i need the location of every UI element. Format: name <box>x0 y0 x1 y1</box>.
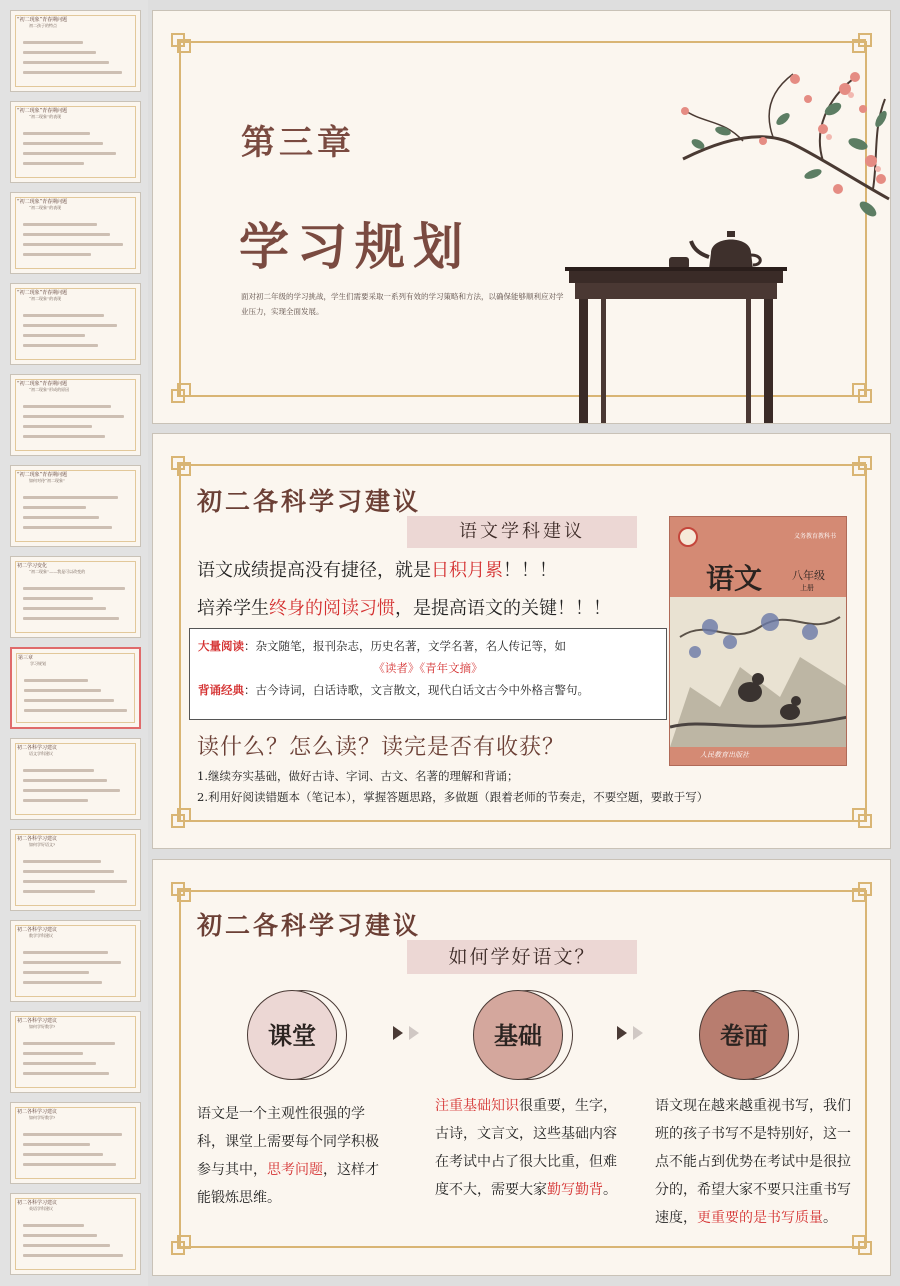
point-1: 1.继续夯实基础，做好古诗、字词、古文、名著的理解和背诵； <box>197 769 519 783</box>
frame-corner <box>171 882 193 904</box>
key-statement-1-end: ！！！ <box>503 560 557 581</box>
thumbnail-text-line <box>24 699 114 702</box>
thumbnail-title: “初二现象”青春期问题 <box>17 17 68 23</box>
thumbnail-text-line <box>23 526 112 529</box>
thumbnail-text-line <box>23 61 109 64</box>
textbook-publisher: 人民教育出版社 <box>700 751 749 759</box>
thumbnail-text-line <box>23 243 123 246</box>
publisher-logo-icon <box>678 527 698 547</box>
frame-corner <box>850 806 872 828</box>
foundation-end: 。 <box>603 1182 617 1198</box>
slide-chapter-3[interactable] <box>152 10 891 424</box>
textbook-title: 语文 <box>706 562 763 595</box>
thumbnail-title: 初二各科学习建议 <box>17 1018 58 1024</box>
slide-heading: 初二各科学习建议 <box>197 911 422 940</box>
thumbnail-subtitle: 如何学好数学? <box>29 1115 56 1120</box>
point-2: 2.利用好阅读错题本（笔记本），掌握答题思路，多做题（跟着老师的节奏走，不要空题，要敢于写） <box>197 790 709 804</box>
thumbnail-text-line <box>23 607 106 610</box>
thumbnail-title: “初二现象”青春期问题 <box>17 199 68 205</box>
frame-corner <box>850 456 872 478</box>
thumbnail-subtitle: “初二现象”的表现 <box>29 296 62 301</box>
subject-tag: 语文学科建议 <box>407 516 637 548</box>
thumbnail-text-line <box>23 1133 122 1136</box>
arrow-icon <box>409 1026 419 1040</box>
thumbnail-text-line <box>23 253 91 256</box>
slide-thumbnail[interactable] <box>10 465 141 547</box>
tea-table-illustration <box>561 223 791 424</box>
circle-classroom-label: 课堂 <box>268 1021 316 1050</box>
foundation-highlight-2: 勤写勤背 <box>547 1182 603 1198</box>
thumbnail-title: 初二各科学习建议 <box>17 836 58 842</box>
thumbnail-text-line <box>23 1072 109 1075</box>
paper-text: 语文现在越来越重视书写，我们班的孩子书写不是特别好，这一点不能占到优势在考试中是很拉分的，希望大家不要只注重书写速度， <box>655 1098 851 1226</box>
thumbnail-text-line <box>23 405 111 408</box>
thumbnail-subtitle: “初二现象”的表现 <box>29 205 62 210</box>
slide-chinese-suggestions[interactable] <box>152 433 891 849</box>
slide-thumbnail[interactable] <box>10 829 141 911</box>
thumbnail-title: “初二现象”青春期问题 <box>17 290 68 296</box>
thumbnail-title: 初二学习变化 <box>17 563 48 569</box>
frame-corner <box>850 381 872 403</box>
thumbnail-text-line <box>23 496 118 499</box>
thumbnail-text-line <box>23 71 122 74</box>
thumbnail-text-line <box>23 1224 84 1227</box>
thumbnail-text-line <box>23 1244 110 1247</box>
thumbnail-text-line <box>23 870 114 873</box>
slide-thumbnail[interactable] <box>10 192 141 274</box>
slide-thumbnail[interactable] <box>10 10 141 92</box>
foundation-highlight: 注重基础知识 <box>435 1098 519 1114</box>
arrow-icon <box>393 1026 403 1040</box>
thumbnail-text-line <box>23 162 84 165</box>
key-statement-1-highlight: 日积月累 <box>431 560 503 581</box>
thumbnail-text-line <box>23 51 96 54</box>
thumbnail-text-line <box>23 314 104 317</box>
paper-highlight: 更重要的是书写质量 <box>697 1210 823 1226</box>
thumbnail-text-line <box>23 1163 116 1166</box>
slide-how-to-learn-chinese[interactable] <box>152 859 891 1276</box>
thumbnail-text-line <box>23 1254 123 1257</box>
slide-thumbnail-panel[interactable] <box>0 0 148 1286</box>
thumbnail-title: “初二现象”青春期问题 <box>17 108 68 114</box>
textbook-series: 义务教育教科书 <box>793 533 836 540</box>
thumbnail-text-line <box>23 779 107 782</box>
thumbnail-text-line <box>23 1052 83 1055</box>
slide-thumbnail[interactable] <box>10 1102 141 1184</box>
slide-thumbnail[interactable] <box>10 1011 141 1093</box>
slide-thumbnail[interactable] <box>10 738 141 820</box>
thumbnail-text-line <box>23 890 95 893</box>
thumbnail-text-line <box>23 1062 96 1065</box>
thumbnail-text-line <box>23 880 127 883</box>
slide-thumbnail[interactable] <box>10 920 141 1002</box>
chapter-label: 第三章 <box>241 123 355 163</box>
thumbnail-text-line <box>23 344 98 347</box>
thumbnail-subtitle: 学习规划 <box>30 661 46 666</box>
slide-thumbnail[interactable] <box>10 283 141 365</box>
arrow-icon <box>633 1026 643 1040</box>
frame-corner <box>171 1233 193 1255</box>
frame-corner <box>171 456 193 478</box>
classroom-highlight: 思考问题 <box>267 1162 323 1178</box>
thumbnail-subtitle: 如何对待“初二现象” <box>29 478 66 483</box>
thumbnail-text-line <box>23 334 85 337</box>
thumbnail-text-line <box>23 789 120 792</box>
foundation-text: 很重要，生字，古诗，文言文，这些基础内容在考试中占了很大比重，但难度不大，需要大家 <box>435 1098 617 1198</box>
recite-label: 背诵经典 <box>198 683 244 697</box>
circle-paper-label: 卷面 <box>720 1021 768 1050</box>
circle-foundation-label: 基础 <box>494 1021 542 1050</box>
key-statement-2-highlight: 终身的阅读习惯 <box>269 598 395 619</box>
blossom-branch-illustration <box>623 49 891 239</box>
frame-corner <box>171 806 193 828</box>
thumbnail-text-line <box>23 435 105 438</box>
classroom-text: 语文是一个主观性很强的学科，课堂上需要每个同学积极参与其中， <box>197 1106 379 1178</box>
thumbnail-title: 初二各科学习建议 <box>17 745 58 751</box>
slide-thumbnail[interactable] <box>10 101 141 183</box>
thumbnail-title: 初二各科学习建议 <box>17 1109 58 1115</box>
recite-line <box>198 679 658 701</box>
reading-line <box>198 635 658 657</box>
thumbnail-text-line <box>23 769 94 772</box>
slide-thumbnail[interactable] <box>10 647 141 729</box>
reading-box <box>189 628 667 720</box>
key-statement-1 <box>197 556 557 582</box>
thumbnail-subtitle: 语文学科建议 <box>29 751 53 756</box>
thumbnail-subtitle: 英语学科建议 <box>29 1206 53 1211</box>
frame-corner <box>850 882 872 904</box>
subtitle-tag: 如何学好语文？ <box>407 940 637 974</box>
key-statement-2-text: 培养学生 <box>197 598 269 619</box>
thumbnail-text-line <box>23 425 92 428</box>
textbook-grade: 八年级 <box>792 569 825 582</box>
thumbnail-text-line <box>23 233 110 236</box>
thumbnail-subtitle: 数学学科建议 <box>29 933 53 938</box>
thumbnail-subtitle: 如何学好数学? <box>29 1024 56 1029</box>
reading-label: 大量阅读 <box>198 639 244 653</box>
thumbnail-text-line <box>23 506 86 509</box>
slide-thumbnail[interactable] <box>10 374 141 456</box>
thumbnail-text-line <box>23 951 108 954</box>
textbook-cover-image <box>669 516 847 766</box>
reading-books: 《读者》《青年文摘》 <box>373 661 483 675</box>
textbook-volume: 上册 <box>800 584 814 592</box>
slide-thumbnail[interactable] <box>10 556 141 638</box>
frame-corner <box>850 1233 872 1255</box>
arrow-icon <box>617 1026 627 1040</box>
thumbnail-text-line <box>23 981 102 984</box>
thumbnail-text-line <box>23 597 93 600</box>
key-statement-1-text: 语文成绩提高没有捷径，就是 <box>197 560 431 581</box>
reading-text: ：杂文随笔，报刊杂志，历史名著，文学名著，名人传记等，如 <box>244 639 566 653</box>
thumbnail-text-line <box>23 41 83 44</box>
thumbnail-text-line <box>23 516 99 519</box>
classroom-description <box>197 1100 389 1212</box>
textbook-painting <box>670 597 847 747</box>
thumbnail-text-line <box>23 1153 103 1156</box>
frame-corner <box>171 33 193 55</box>
thumbnail-subtitle: “初二现象”的表现 <box>29 114 62 119</box>
thumbnail-text-line <box>23 324 117 327</box>
slide-heading: 初二各科学习建议 <box>197 487 422 516</box>
thumbnail-subtitle: “初二现象”——我是可以改变的 <box>29 569 86 574</box>
chapter-title: 学习规划 <box>239 217 471 276</box>
thumbnail-text-line <box>23 617 119 620</box>
thumbnail-text-line <box>23 132 90 135</box>
recite-text: ：古今诗词，白话诗歌，文言散文，现代白话文古今中外格言警句。 <box>244 683 589 697</box>
chapter-description: 面对初二年级的学习挑战，学生们需要采取一系列有效的学习策略和方法，以确保能够顺利应对学业压力，实现全面发展。 <box>241 292 564 316</box>
thumbnail-text-line <box>23 1234 97 1237</box>
thumbnail-subtitle: 初二孩子的特点 <box>29 23 57 28</box>
question-heading: 读什么？怎么读？读完是否有收获？ <box>197 735 566 760</box>
paper-description <box>655 1092 851 1232</box>
slide-thumbnail[interactable] <box>10 1193 141 1275</box>
thumbnail-text-line <box>23 587 125 590</box>
paper-end: 。 <box>823 1210 837 1226</box>
thumbnail-text-line <box>23 799 88 802</box>
thumbnail-text-line <box>23 961 121 964</box>
thumbnail-text-line <box>23 415 124 418</box>
thumbnail-text-line <box>24 679 88 682</box>
thumbnail-subtitle: “初二现象”形成的原因 <box>29 387 70 392</box>
key-statement-2-end: ，是提高语文的关键！！！ <box>395 598 611 619</box>
frame-corner <box>171 381 193 403</box>
thumbnail-title: 第三章 <box>18 655 34 661</box>
thumbnail-title: 初二各科学习建议 <box>17 927 58 933</box>
thumbnail-title: “初二现象”青春期问题 <box>17 472 68 478</box>
thumbnail-text-line <box>23 142 103 145</box>
thumbnail-text-line <box>24 709 127 712</box>
thumbnail-text-line <box>23 971 89 974</box>
classroom-end: ，这样才能锻炼思维。 <box>197 1162 379 1206</box>
key-statement-2 <box>197 594 611 620</box>
thumbnail-text-line <box>23 152 116 155</box>
thumbnail-text-line <box>23 860 101 863</box>
thumbnail-text-line <box>23 223 97 226</box>
thumbnail-title: “初二现象”青春期问题 <box>17 381 68 387</box>
thumbnail-text-line <box>23 1143 90 1146</box>
thumbnail-text-line <box>23 1042 115 1045</box>
thumbnail-title: 初二各科学习建议 <box>17 1200 58 1206</box>
foundation-description <box>435 1092 625 1204</box>
thumbnail-subtitle: 如何学好语文? <box>29 842 56 847</box>
thumbnail-text-line <box>24 689 101 692</box>
